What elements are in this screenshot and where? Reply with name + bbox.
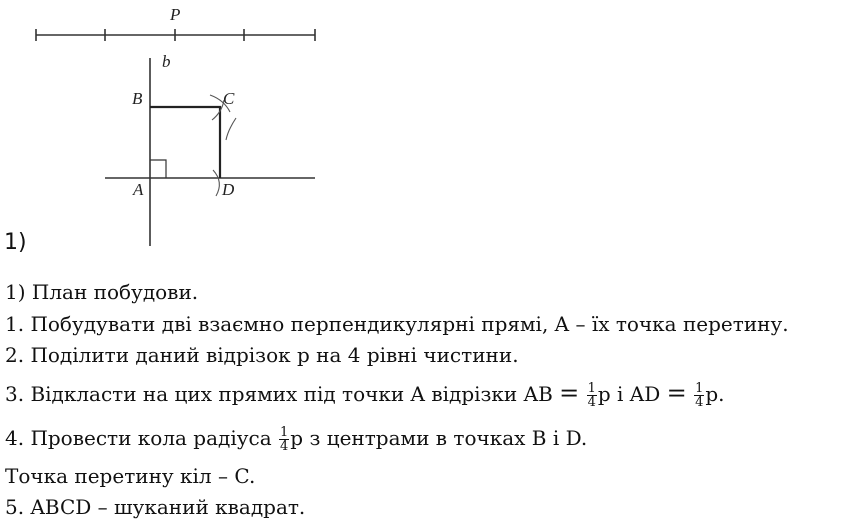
right-angle-mark (150, 160, 166, 178)
fraction-numerator: 1 (695, 381, 704, 396)
fraction-one-quarter (279, 426, 289, 453)
fraction-numerator: 1 (280, 425, 289, 440)
fraction-one-quarter (587, 382, 597, 409)
fraction-denominator: 4 (587, 395, 596, 410)
label-b-line: b (162, 52, 171, 71)
step-5: 5. ABCD – шуканий квадрат. (5, 495, 306, 519)
step-4 (5, 425, 587, 453)
problem-number: 1) (4, 230, 27, 255)
label-point-a: A (133, 180, 144, 199)
step-4-text-b: p з центрами в точках B і D. (290, 426, 588, 450)
arc-c-3 (226, 118, 236, 140)
step-3-text-b: p і AD (597, 382, 667, 406)
square-abcd (150, 107, 220, 178)
label-point-b: B (132, 89, 143, 108)
equals-sign: = (559, 379, 580, 407)
intersection-note: Точка перетину кіл – C. (5, 464, 256, 488)
construction-figure (0, 0, 330, 250)
fraction-denominator: 4 (280, 439, 289, 454)
step-3-text-a: 3. Відкласти на цих прямих під точки A відрізки AB (5, 382, 560, 406)
fraction-one-quarter (694, 382, 704, 409)
arc-d (213, 170, 219, 196)
step-3 (5, 380, 725, 409)
label-p: P (170, 5, 181, 24)
label-point-c: C (223, 89, 235, 108)
plan-heading: 1) План побудови. (5, 280, 199, 304)
step-2: 2. Поділити даний відрізок p на 4 рівні чистини. (5, 343, 519, 367)
step-3-text-c: p. (705, 382, 725, 406)
step-4-text-a: 4. Провести кола радіуса (5, 426, 278, 450)
label-point-d: D (222, 180, 235, 199)
fraction-numerator: 1 (587, 381, 596, 396)
step-1: 1. Побудувати дві взаємно перпендикулярні прямі, A – їх точка перетину. (5, 312, 789, 336)
fraction-denominator: 4 (695, 395, 704, 410)
equals-sign: = (666, 379, 687, 407)
